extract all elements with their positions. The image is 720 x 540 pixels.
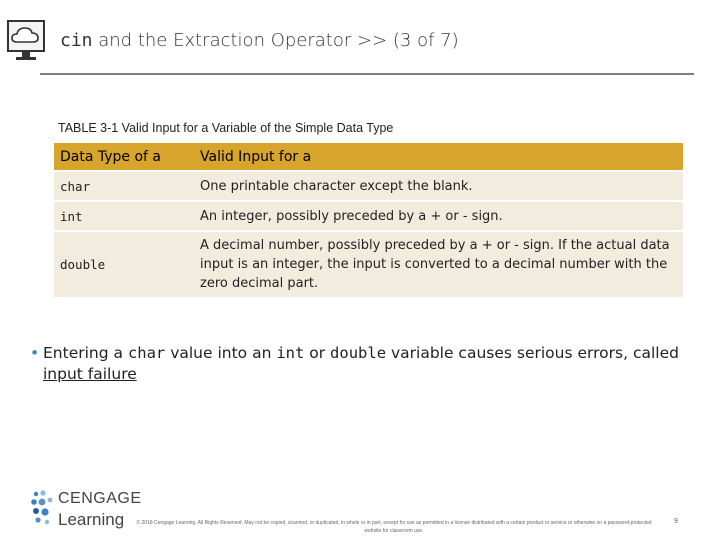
table-header-row bbox=[54, 143, 683, 170]
cell-type: int bbox=[54, 202, 194, 230]
header-valid-input: Valid Input for a bbox=[194, 143, 683, 170]
cell-input: A decimal number, possibly preceded by a + or - sign. If the actual data input is an integer, the input is converted to a decimal number with the zero decimal part. bbox=[194, 232, 683, 297]
title-text: and the Extraction Operator >> (3 of 7) bbox=[92, 30, 459, 51]
bullet-text-part: or bbox=[304, 344, 331, 362]
logo-text-learning: Learning bbox=[58, 510, 125, 529]
bullet-text-part: Entering a bbox=[43, 344, 128, 362]
cell-type: double bbox=[54, 232, 194, 297]
cloud-monitor-icon bbox=[6, 18, 46, 64]
valid-input-table bbox=[54, 141, 683, 299]
page-number: 9 bbox=[674, 518, 678, 525]
slide-title bbox=[60, 30, 459, 51]
table-row bbox=[54, 172, 683, 200]
logo-text-cengage: CENGAGE bbox=[58, 490, 142, 507]
cell-type: char bbox=[54, 172, 194, 200]
cell-input: An integer, possibly preceded by a + or - sign. bbox=[194, 202, 683, 230]
term-input-failure: input failure bbox=[43, 365, 137, 383]
bullet-text-part: value into an bbox=[165, 344, 277, 362]
cell-input: One printable character except the blank. bbox=[194, 172, 683, 200]
code-int: int bbox=[276, 344, 305, 362]
bullet-text-part: variable causes serious errors, called bbox=[386, 344, 679, 362]
copyright-footer: © 2018 Cengage Learning. All Rights Reserved. May not be copied, scanned, or duplicated, in whole or in part, except for use as permitted in a license distributed with a certain product or service or otherwise on a password-protected website for classroom use. bbox=[136, 520, 652, 534]
table-row bbox=[54, 232, 683, 297]
bullet-point bbox=[30, 343, 690, 385]
title-underline bbox=[40, 73, 694, 75]
bullet-icon: • bbox=[30, 344, 40, 362]
bullet-text bbox=[30, 343, 690, 385]
title-code: cin bbox=[60, 30, 93, 51]
table-row bbox=[54, 202, 683, 230]
code-double: double bbox=[330, 344, 387, 362]
table-caption: TABLE 3-1 Valid Input for a Variable of the Simple Data Type bbox=[58, 121, 394, 135]
code-char: char bbox=[127, 344, 166, 362]
header-data-type: Data Type of a bbox=[54, 143, 194, 170]
